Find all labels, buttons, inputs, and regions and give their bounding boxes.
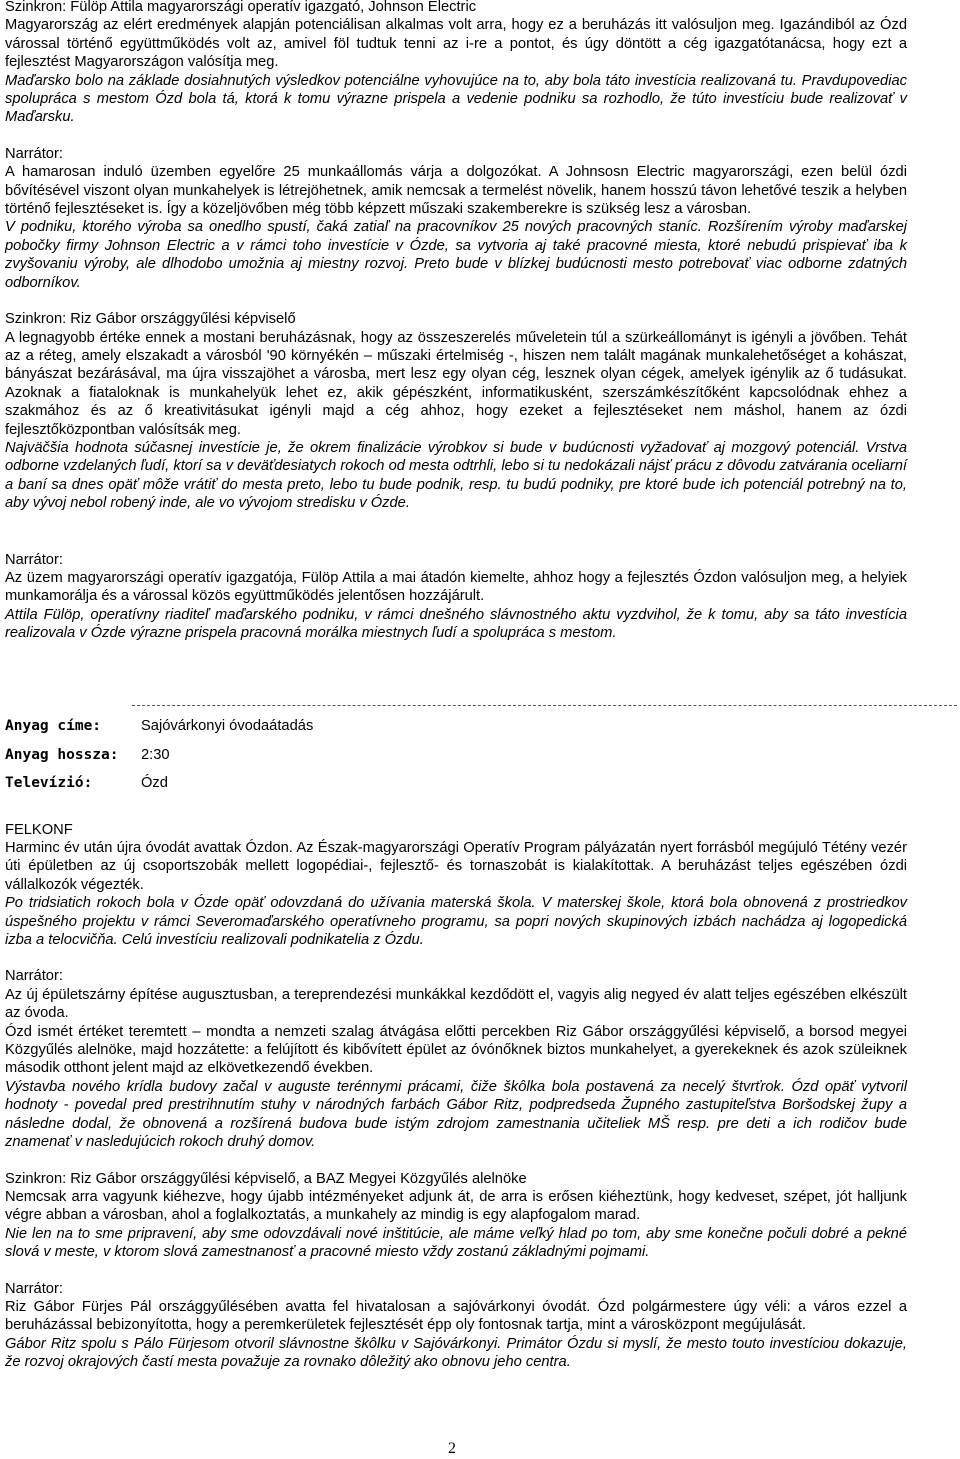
dashed-divider <box>132 705 957 706</box>
slovak-paragraph: Najväčšia hodnota súčasnej investície je, že okrem finalizácie výrobkov si bude v budúcnosti vyžadovať aj mozgový potenciál. Vrstva odborne vzdelaných ľudí, ktorí sa v deväťdesiatych rokoch od mesta odtrhli, lebo si tu nedokázali nájsť prácu z dôvodu zatvárania oceliarní a baní sa dnes opäť môže vrátiť do mesta preto, lebo tu bude podnik, resp. tu budú podniky, pre ktoré bude ich potenciál potrebný na to, aby vývoj nebol robený inde, ale vo vývojom stredisku v Ózde. <box>5 439 907 512</box>
hungarian-paragraph: A hamarosan induló üzemben egyelőre 25 munkaállomás várja a dolgozókat. A Johnsosn Electric magyarországi, ezen belül ózdi bővítésével viszont olyan munkahelyek is létrejöhetnek, amik nemcsak a termelést növelik, hanem hosszú távon lehetővé teszik a helyben történő fejlesztéseket is. Így a közeljövőben még több képzett műszaki szakemberekre is szükség lesz a városban. <box>5 164 907 218</box>
speaker-label: Szinkron: Fülöp Attila magyarországi operatív igazgató, Johnson Electric <box>5 0 477 15</box>
narrator-label: Narrátor: <box>5 145 63 162</box>
hungarian-paragraph: Nemcsak arra vagyunk kiéhezve, hogy újabb intézményeket adjunk át, de arra is erősen kiéheztünk, hogy kedveset, szépet, jót halljunk végre abban a városban, ahol a foglalkoztatás, a munkahely az mindig is egy alapfogalom marad. <box>5 1188 907 1224</box>
section-ovoda-narrator <box>5 967 907 1151</box>
section-felkonf <box>5 821 907 950</box>
felkonf-label: FELKONF <box>5 821 73 838</box>
slovak-paragraph: Po tridsiatich rokoch bola v Ózde opäť odovzdaná do užívania materská škola. V materskej škole, ktorá bola obnovená z prostriedkov úspešného projektu v rámci Severomaďarského operatívneho programu, sa popri nových skupinových izbách nachádza aj logopedická izba a telocvičňa. Celú investíciu realizovali podnikatelia z Ózdu. <box>5 895 907 949</box>
speaker-label: Szinkron: Riz Gábor országgyűlési képviselő <box>5 311 296 328</box>
hungarian-paragraph: A legnagyobb értéke ennek a mostani beruházásnak, hogy az összeszerelés műveletein túl a szürkeállományt is igényli a jövőben. Tehát az a réteg, amely elszakadt a városból '90 környékén – műszaki értelmiség -, hiszen nem talált magának munkalehetőséget a kohászat, bányászat bezárásával, ma újra visszajöhet a városba, mert lesz egy olyan cég, lesznek olyan cégek, amelyek igénylik az ő tudásukat. Azoknak a fiataloknak is munkahelyük lehet ez, akik gépészként, informatikusként, szerszámkészítőként kapcsolódnak ehhez a szakmához és az ő kreativitásukat igényli majd a cég ahhoz, hogy ezeket a fejlesztéseket nem máshol, hanem az ózdi fejlesztőközpontban valósítsák meg. <box>5 329 907 438</box>
section-riz-baz-szinkron <box>5 1170 907 1262</box>
hungarian-paragraph: Harminc év után újra óvodát avattak Ózdon. Az Észak-magyarországi Operatív Program pályázatán nyert forrásból megújuló Tétény vezér úti épületben az új csoportszobák mellett logopédiai-, fejlesztő- és tornaszobát is kialakítottak. A beruházást teljes egészében ózdi vállalkozók végezték. <box>5 840 907 893</box>
section-johnson-narrator <box>5 145 907 292</box>
hungarian-paragraph: Magyarország az elért eredmények alapján potenciálisan alkalmas volt arra, hogy ez a beruházás itt valósuljon meg. Igazándiból az Ózd várossal történő együttműködés volt az, amivel föl tudtuk tenni az i-re a pontot, és úgy döntött a cég igazgatótanácsa, hogy ezt a fejlesztést Magyarországon valósítja meg. <box>5 17 907 71</box>
title-value: Sajóvárkonyi óvodaátadás <box>141 717 314 734</box>
slovak-paragraph: Nie len na to sme pripravení, aby sme odovzdávali nové inštitúcie, ale máme veľký hlad po tom, aby sme konečne počuli dobré a pekné slová v meste, v ktorom slová zamestnanosť a pracovné miesto vždy zostanú základnými pojmami. <box>5 1225 907 1261</box>
section-johnson-szinkron <box>5 0 907 127</box>
narrator-label: Narrátor: <box>5 968 63 985</box>
material-metadata <box>5 701 907 813</box>
section-fulop-narrator <box>5 551 907 643</box>
title-label: Anyag címe: <box>5 717 102 734</box>
section-riz-szinkron <box>5 310 907 512</box>
slovak-paragraph: Attila Fülöp, operatívny riaditeľ maďarského podniku, v rámci dnešného slávnostného aktu vyzdvihol, že k tomu, aby sa táto investícia realizovala v Ózde výrazne prispela pracovná morálka miestnych ľudí a spolupráca s mestom. <box>5 606 907 642</box>
tv-label: Televízió: <box>5 774 93 791</box>
slovak-paragraph: V podniku, ktorého výroba sa onedlho spustí, čaká zatiaľ na pracovníkov 25 nových pracovných staníc. Rozšírením výroby maďarskej pobočky firmy Johnson Electric a v rámci toho investície v Ózde, sa vytvoria aj také pracovné miesta, ktoré nebudú prispievať iba k zvyšovaniu výroby, ale dlhodobo umožnia aj miestny rozvoj. Preto bude v blízkej budúcnosti mesto potrebovať viac odborne zdatných odborníkov. <box>5 219 907 291</box>
tv-value: Ózd <box>141 774 168 791</box>
slovak-paragraph: Maďarsko bolo na základe dosiahnutých výsledkov potenciálne vyhovujúce na to, aby bola táto investícia realizovaná tu. Pravdupovediac spolupráca s mestom Ózd bola tá, ktorá k tomu výrazne prispela a vedenie podniku sa rozhodlo, že túto investíciu bude realizovať v Maďarsku. <box>5 72 907 126</box>
section-fuerjes-narrator <box>5 1280 907 1372</box>
length-label: Anyag hossza: <box>5 746 119 763</box>
slovak-paragraph: Výstavba nového krídla budovy začal v auguste terénnymi prácami, čiže škôlka bola postavená za necelý štvrťrok. Ózd opäť vytvoril hodnoty - povedal pred prestrihnutím stuhy v národných farbách Gábor Ritz, podpredseda Župného zastupiteľstva Boršodskej župy a následne dodal, že obnovená a rozšírená budova bude istým zdrojom zamestnania učiteliek MŠ resp. pre deti a ich rodičov bude znamenať v nasledujúcich rokoch druhý domov. <box>5 1078 907 1151</box>
narrator-label: Narrátor: <box>5 1280 63 1297</box>
hungarian-paragraph: Az új épületszárny építése augusztusban, a tereprendezési munkákkal kezdődött el, vagyis alig negyed év alatt teljes egészében elkészült az óvoda. <box>5 986 907 1022</box>
slovak-paragraph: Gábor Ritz spolu s Pálo Fürjesom otvoril slávnostne škôlku v Sajóvárkonyi. Primátor Ózdu si myslí, že mesto touto investíciou dokazuje, že rozvoj okrajových častí mesta považuje za rovnako dôležitý ako obnovu jeho centra. <box>5 1335 907 1371</box>
document-page <box>5 0 907 1372</box>
narrator-label: Narrátor: <box>5 551 63 568</box>
hungarian-paragraph: Az üzem magyarországi operatív igazgatója, Fülöp Attila a mai átadón kiemelte, ahhoz hogy a fejlesztés Ózdon valósuljon meg, a helyiek munkamorálja és a várossal közös együttműködés jelentősen hozzájárult. <box>5 569 907 605</box>
page-number: 2 <box>448 1440 456 1457</box>
hungarian-paragraph: Ózd ismét értéket teremtett – mondta a nemzeti szalag átvágása előtti percekben Riz Gábor országgyűlési képviselő, a borsod megyei Közgyűlés alelnöke, majd hozzátette: a felújított és kibővített épület az óvónőknek biztos munkahelyet, a gyerekeknek és azok szüleiknek második otthont jelent majd az elkövetkezendő években. <box>5 1023 907 1077</box>
hungarian-paragraph: Riz Gábor Fürjes Pál országgyűlésében avatta fel hivatalosan a sajóvárkonyi óvodát. Ózd polgármestere úgy véli: a város ezzel a beruházással bebizonyította, hogy a peremkerületek fejlesztését épp oly fontosnak tartja, mint a városközpont megújulását. <box>5 1298 907 1334</box>
length-value: 2:30 <box>141 746 170 763</box>
speaker-label: Szinkron: Riz Gábor országgyűlési képviselő, a BAZ Megyei Közgyűlés alelnöke <box>5 1170 527 1187</box>
